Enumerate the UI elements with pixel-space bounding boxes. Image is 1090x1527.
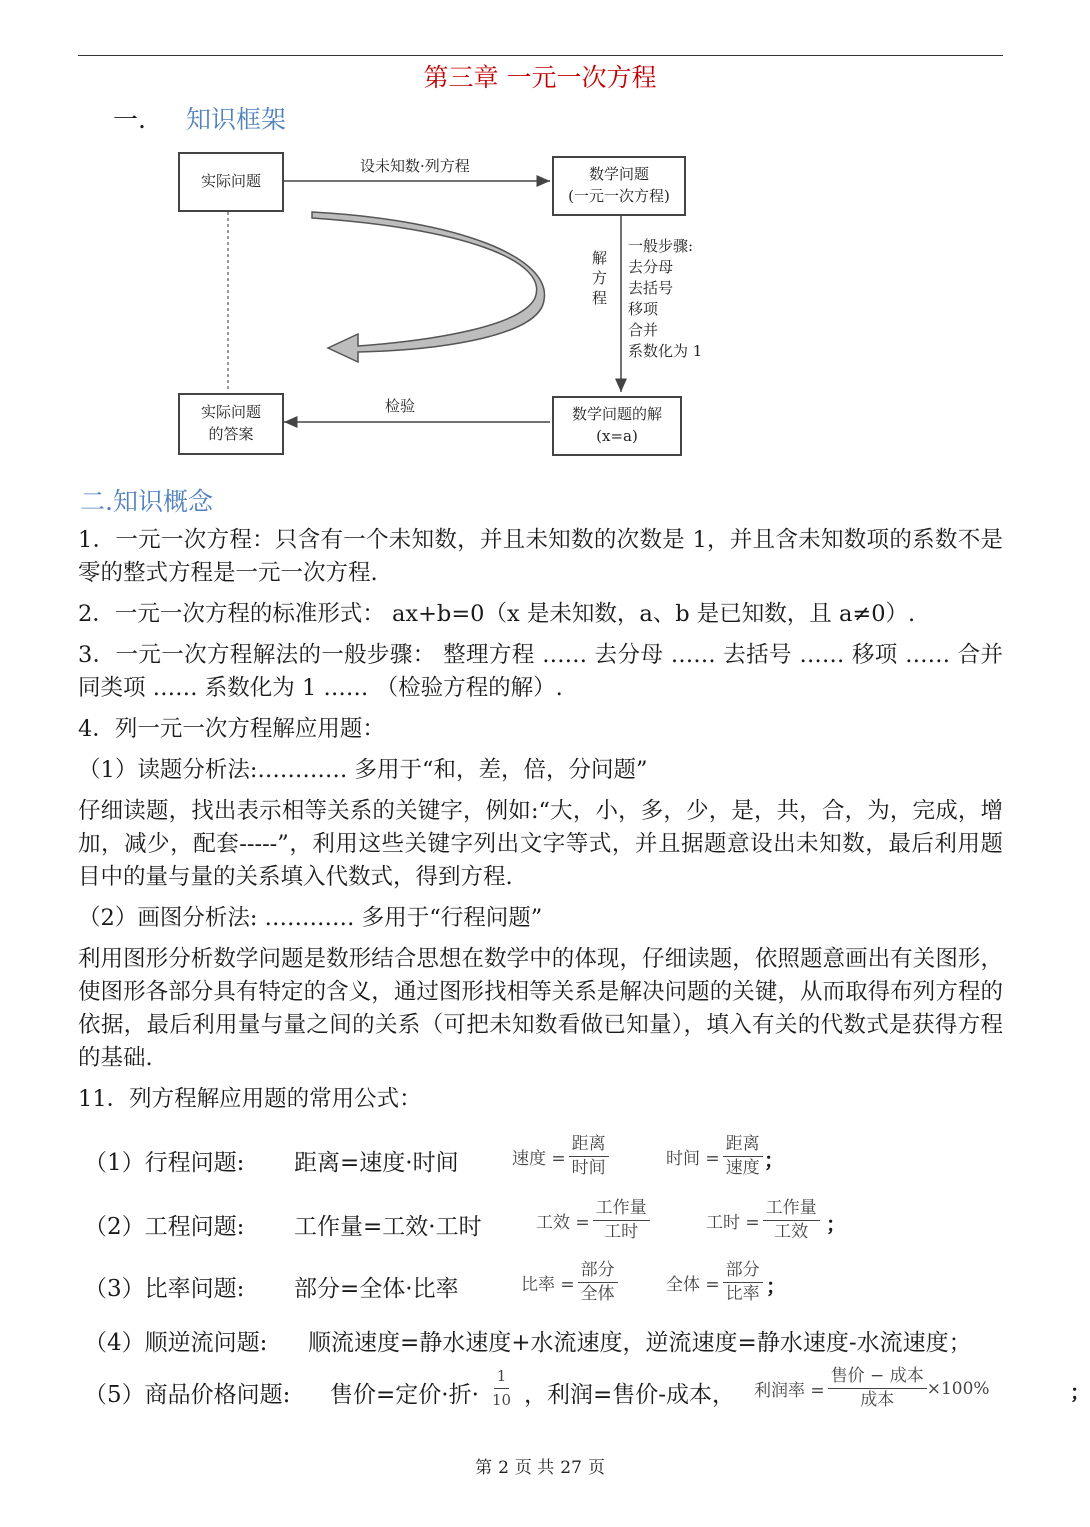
formula-label: （5）商品价格问题: <box>84 1382 291 1408</box>
formula-row-work <box>84 1196 1014 1248</box>
fraction-formula <box>521 1260 618 1305</box>
concepts-body <box>78 524 1003 1124</box>
fraction-denominator: 成本 <box>860 1390 895 1410</box>
concept-standard-form: 2．一元一次方程的标准形式： ax+b=0（x 是未知数，a、b 是已知数，且 a≠0）. <box>78 601 916 627</box>
fraction-denominator: 比率 <box>725 1284 760 1304</box>
method-reading-heading: （1）读题分析法:………… 多用于“和，差，倍，分问题” <box>78 757 648 783</box>
box-math-solution-line2: (x=a) <box>596 427 638 445</box>
fraction-formula <box>512 1134 609 1179</box>
method-drawing-text: 利用图形分析数学问题是数形结合思想在数学中的体现，仔细读题，依照题意画出有关图形，使图形各部分具有特定的含义，通过图形找相等关系是解决问题的关键，从而取得布列方程的依据，最后利用量与量之间的关系（可把未知数看做已知量），填入有关的代数式是获得方程的基础. <box>78 946 1003 1071</box>
fraction-lhs: 速度 = <box>512 1149 566 1169</box>
fraction-lhs: 利润率 = <box>754 1381 825 1401</box>
formula-row-current <box>84 1312 1014 1364</box>
step-item: 去分母 <box>628 258 674 276</box>
formula-label: （2）工程问题: <box>84 1214 245 1240</box>
concept-application-heading: 4．列一元一次方程解应用题： <box>78 716 385 742</box>
fraction-formula <box>666 1134 763 1179</box>
fraction-tail: ×100% <box>926 1378 990 1399</box>
formula-equation: 部分=全体·比率 <box>294 1276 459 1302</box>
header-rule <box>78 55 1003 56</box>
fraction-lhs: 全体 = <box>666 1275 720 1295</box>
label-set-unknown: 设未知数·列方程 <box>360 157 470 175</box>
fraction-lhs: 工时 = <box>706 1213 760 1233</box>
semicolon: ； <box>1070 1380 1090 1404</box>
formula-row-ratio <box>84 1258 1014 1310</box>
fraction-numerator: 工作量 <box>593 1198 650 1221</box>
formula-equation: 距离=速度·时间 <box>294 1150 459 1176</box>
fraction-numerator: 1 <box>494 1366 510 1389</box>
semicolon: ； <box>766 1274 786 1298</box>
box-real-problem <box>178 152 284 212</box>
label-verify: 检验 <box>385 397 416 415</box>
box-math-problem-line1: 数学问题 <box>588 165 649 183</box>
formula-row-price <box>84 1364 1090 1416</box>
formula-equation: 顺流速度=静水速度+水流速度，逆流速度=静水速度-水流速度； <box>308 1330 972 1356</box>
footer-prefix: 第 <box>475 1458 493 1478</box>
fraction-lhs: 比率 = <box>521 1275 575 1295</box>
section-1-number: 一. <box>113 105 146 134</box>
box-real-answer-line1: 实际问题 <box>200 403 261 421</box>
fraction-lhs: 工效 = <box>536 1213 590 1233</box>
footer-suffix: 页 <box>587 1458 605 1478</box>
page-footer <box>0 1453 1080 1478</box>
semicolon: ； <box>764 1148 784 1172</box>
method-reading-text: 仔细读题，找出表示相等关系的关键字，例如:“大，小，多，少，是，共，合，为，完成，增加，减少，配套-----”，利用这些关键字列出文字等式，并且据题意设出未知数，最后利用题目中的量与量的关系填入代数式，得到方程. <box>78 798 1003 890</box>
fraction-denominator: 时间 <box>571 1158 606 1178</box>
page-total: 27 <box>560 1458 582 1478</box>
box-math-solution-line1: 数学问题的解 <box>571 405 662 423</box>
box-real-answer <box>178 393 284 455</box>
fraction-formula <box>486 1366 514 1411</box>
fraction-lhs: 时间 = <box>666 1149 720 1169</box>
section-2-heading: 二.知识概念 <box>80 487 213 516</box>
fraction-numerator: 部分 <box>723 1260 763 1283</box>
fraction-formula <box>666 1260 763 1305</box>
steps-title: 一般步骤: <box>628 237 694 255</box>
fraction-numerator: 距离 <box>569 1134 609 1157</box>
box-real-answer-line2: 的答案 <box>208 425 254 443</box>
formula-label: （1）行程问题: <box>84 1150 245 1176</box>
fraction-denominator: 工效 <box>774 1222 809 1242</box>
profit-equation: ，利润=售价-成本， <box>524 1382 736 1408</box>
fraction-numerator: 售价 − 成本 <box>828 1366 927 1389</box>
fraction-denominator: 工时 <box>604 1222 639 1242</box>
box-math-problem <box>552 156 686 216</box>
footer-mid: 页 共 <box>514 1458 555 1478</box>
fraction-denominator: 速度 <box>725 1158 760 1178</box>
curved-arrow <box>312 212 544 362</box>
semicolon: ； <box>826 1212 846 1236</box>
box-math-solution <box>552 396 682 456</box>
formula-equation: 售价=定价·折· <box>330 1382 479 1408</box>
fraction-formula <box>706 1198 820 1243</box>
general-steps <box>628 236 702 362</box>
label-solve-equation: 解方程 <box>592 249 608 307</box>
formula-row-travel <box>84 1132 1014 1184</box>
concept-definition: 1．一元一次方程：只含有一个未知数，并且未知数的次数是 1，并且含未知数项的系数不是零的整式方程是一元一次方程. <box>78 527 1003 586</box>
step-item: 去括号 <box>628 279 674 297</box>
formula-equation: 工作量=工效·工时 <box>294 1214 482 1240</box>
section-1-heading <box>113 100 286 136</box>
formulas-heading: 11．列方程解应用题的常用公式： <box>78 1086 422 1112</box>
fraction-denominator: 10 <box>492 1391 512 1409</box>
fraction-numerator: 距离 <box>723 1134 763 1157</box>
knowledge-framework-diagram <box>160 140 720 470</box>
step-item: 合并 <box>628 321 659 339</box>
box-math-problem-line2: (一元一次方程) <box>568 187 670 205</box>
box-real-problem-label: 实际问题 <box>200 172 261 190</box>
fraction-denominator: 全体 <box>580 1284 615 1304</box>
fraction-numerator: 工作量 <box>763 1198 820 1221</box>
formula-label: （4）顺逆流问题: <box>84 1330 268 1356</box>
fraction-numerator: 部分 <box>578 1260 618 1283</box>
chapter-title: 第三章 一元一次方程 <box>423 63 657 92</box>
fraction-formula <box>754 1366 990 1411</box>
step-item: 移项 <box>628 300 659 318</box>
fraction-formula <box>536 1198 650 1243</box>
step-item: 系数化为 1 <box>628 342 703 360</box>
formula-label: （3）比率问题: <box>84 1276 245 1302</box>
method-drawing-heading: （2）画图分析法: ………… 多用于“行程问题” <box>78 905 543 931</box>
concept-solving-steps: 3．一元一次方程解法的一般步骤： 整理方程 …… 去分母 …… 去括号 …… 移项 …… 合并同类项 …… 系数化为 1 …… （检验方程的解）. <box>78 642 1003 701</box>
page-number: 2 <box>498 1458 509 1478</box>
section-1-title: 知识框架 <box>185 105 286 134</box>
